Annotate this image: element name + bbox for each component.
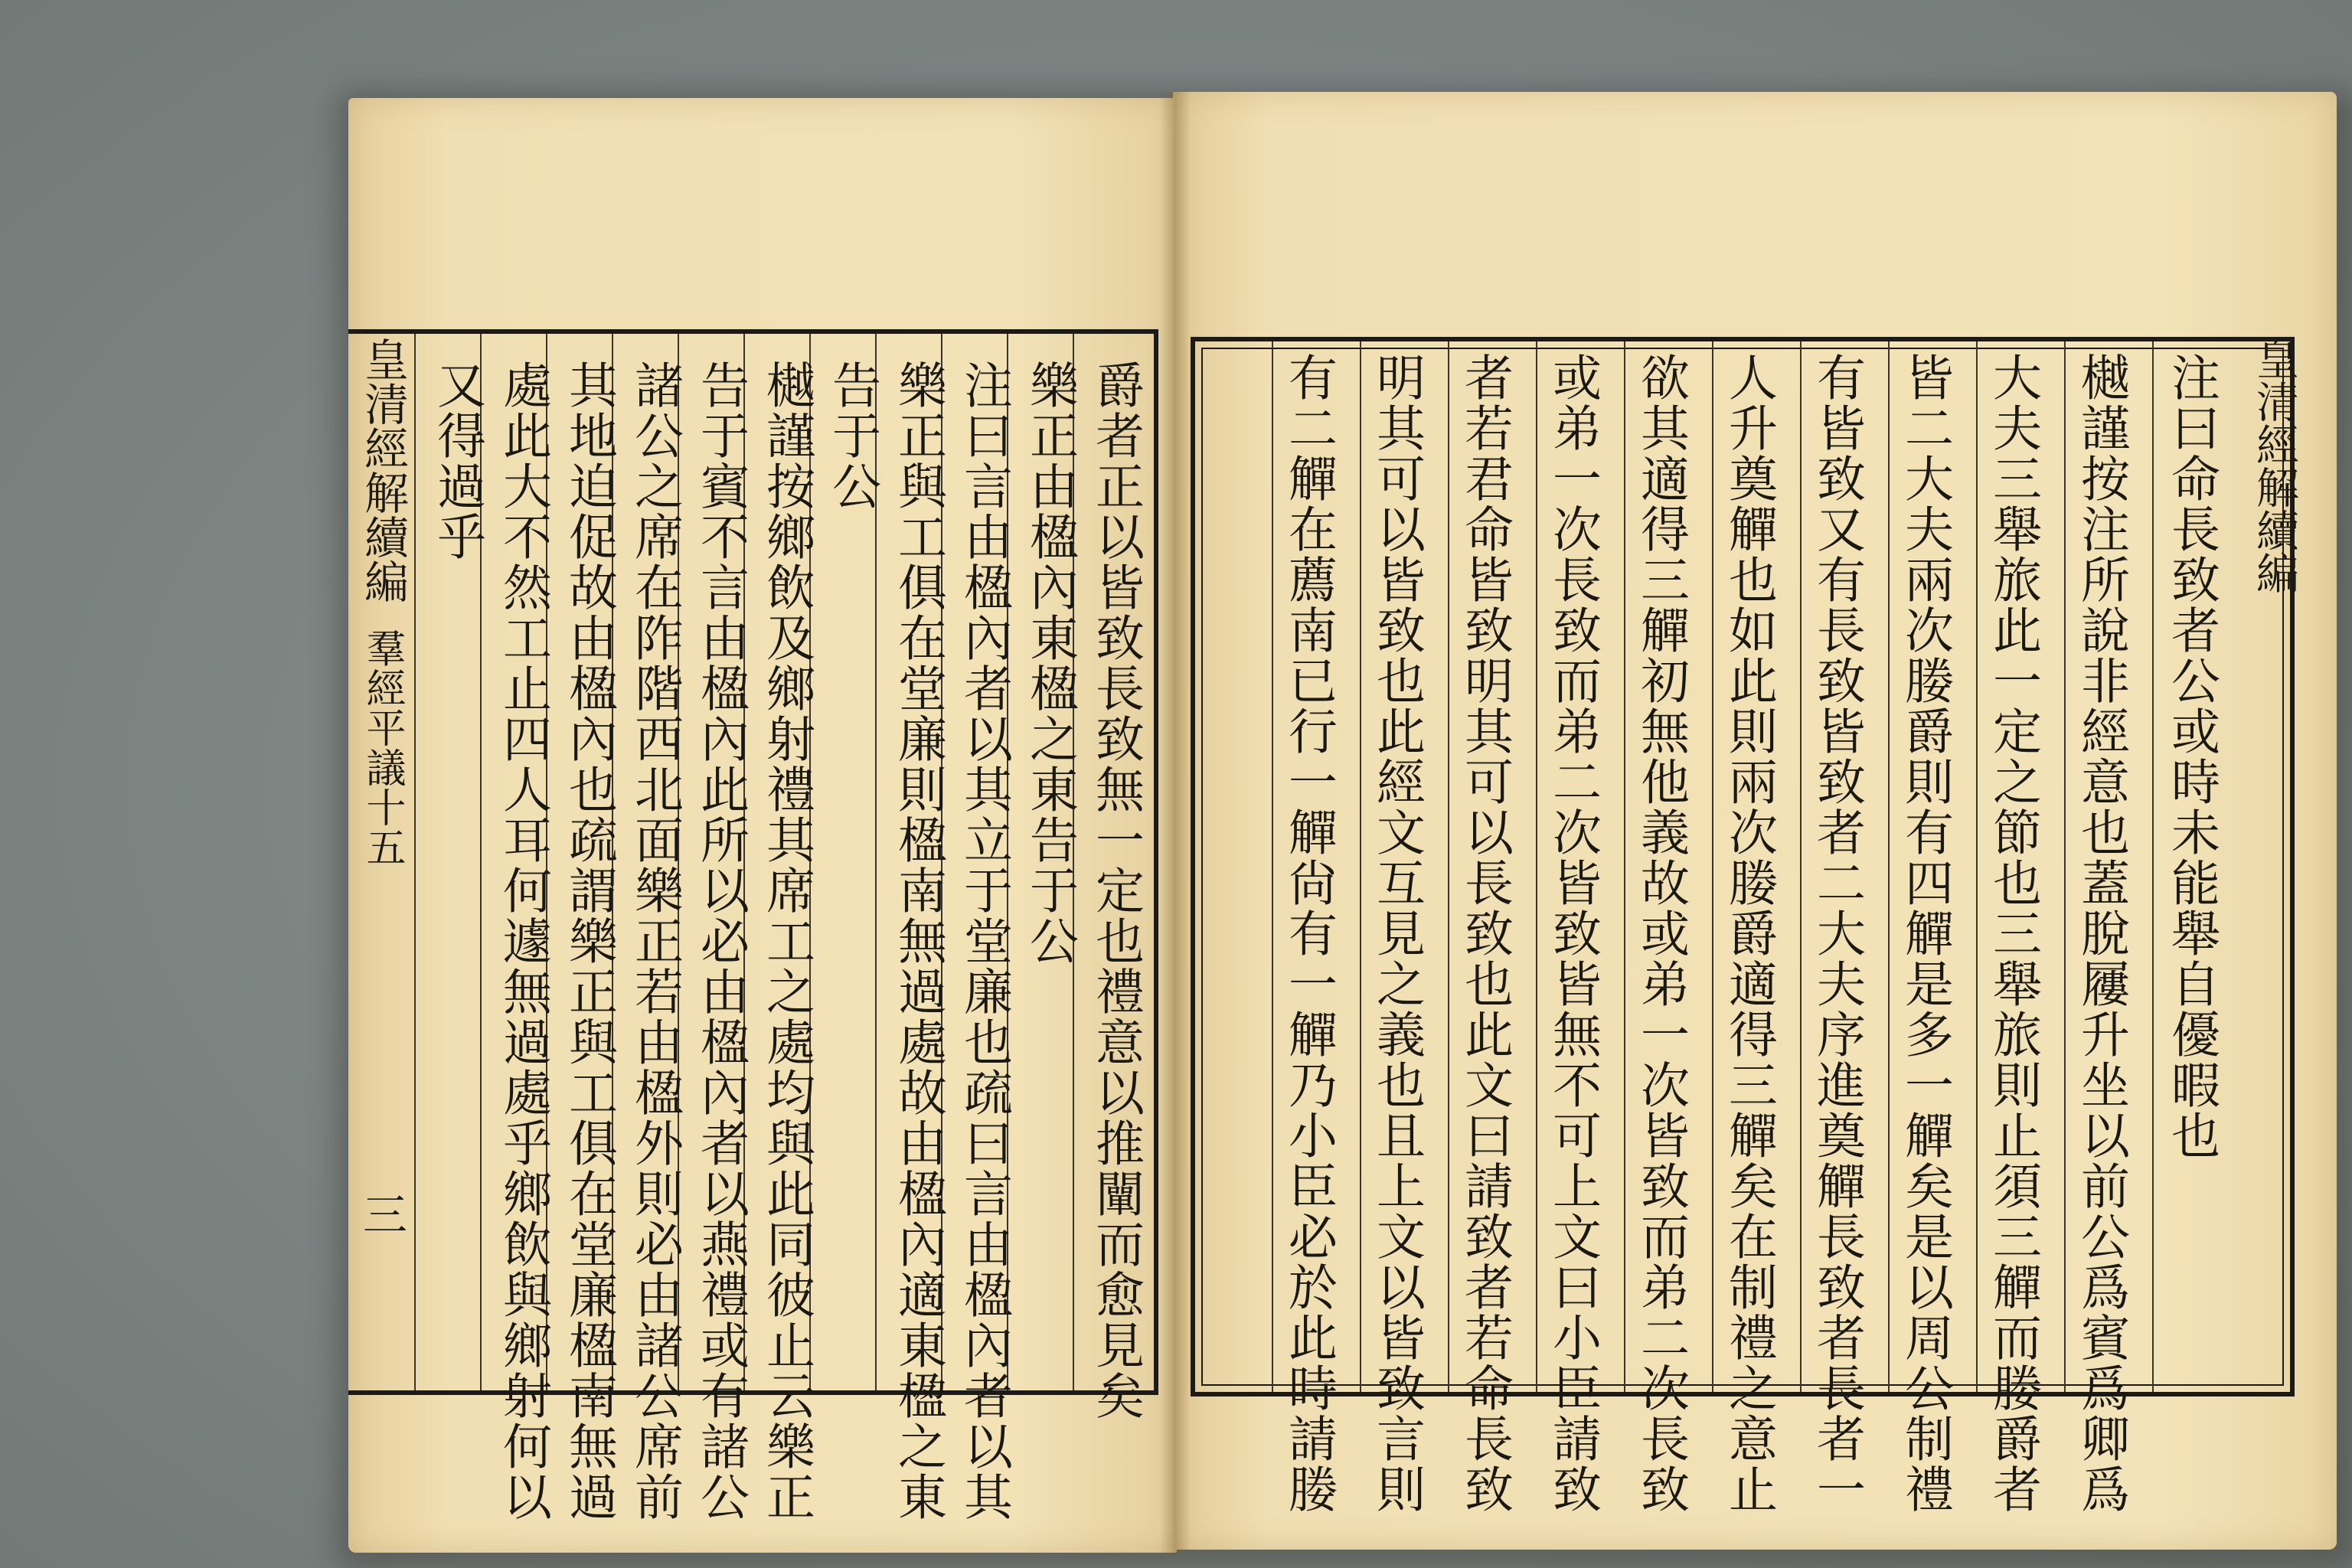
left-column-9: 其地迫促故由楹內也疏謂樂正與工俱在堂廉楹南無過 <box>560 360 617 1522</box>
left-column-2: 樂正由楹內東楹之東告于公 <box>1021 360 1078 966</box>
right-column-2: 樾謹按注所說非經意也蓋脫屨升坐以前公爲賓爲卿爲 <box>2073 352 2129 1514</box>
right-column-8: 或弟一次長致而弟二次皆致皆無不可上文曰小臣請致 <box>1544 352 1601 1514</box>
left-column-4: 樂正與工俱在堂廉則楹南無過處故由楹內適東楹之東 <box>890 360 946 1522</box>
right-margin-title: 皇清經解續編 <box>2249 337 2299 594</box>
column-rule <box>1536 341 1537 1392</box>
right-column-11: 有二觶在薦南已行一觶尙有一觶乃小臣必於此時請媵 <box>1280 352 1337 1514</box>
left-column-1: 爵者正以皆致長致無一定也禮意以推闡而愈見矣 <box>1087 360 1144 1421</box>
column-rule <box>1976 341 1978 1392</box>
right-column-1: 注曰命長致者公或時未能舉自優暇也 <box>2163 352 2220 1161</box>
left-margin-title: 皇清經解續編 <box>357 337 409 603</box>
left-column-8: 諸公之席在阼階西北面樂正若由楹外則必由諸公席前 <box>626 360 683 1522</box>
left-column-6: 樾謹按鄉飲及鄉射禮其席工之處均與此同彼止云樂正 <box>758 360 815 1522</box>
column-rule <box>2152 341 2154 1392</box>
right-column-5: 有皆致又有長致皆致者二大夫序進奠觶長致者長者一 <box>1808 352 1865 1514</box>
left-page-number: 三 <box>363 1189 408 1241</box>
left-column-11: 又得過乎 <box>429 360 485 562</box>
column-rule <box>1800 341 1802 1392</box>
column-rule <box>1624 341 1625 1392</box>
column-rule <box>1272 341 1273 1392</box>
column-rule <box>1448 341 1449 1392</box>
left-column-10: 處此大不然工止四人耳何遽無過處乎鄉飲與鄉射何以 <box>495 360 551 1522</box>
column-rule <box>2064 341 2066 1392</box>
column-rule <box>1360 341 1361 1392</box>
column-rule <box>1888 341 1890 1392</box>
left-column-3: 注曰言由楹內者以其立于堂廉也疏曰言由楹內者以其 <box>956 360 1012 1522</box>
left-section-title: 羣經平議十五 <box>359 628 405 867</box>
right-column-4: 皆二大夫兩次媵爵則有四觶是多一觶矣是以周公制禮 <box>1896 352 1953 1514</box>
book-gutter <box>1160 92 1191 1554</box>
right-column-6: 人升奠觶也如此則兩次媵爵適得三觶矣在制禮之意止 <box>1720 352 1777 1514</box>
column-rule <box>1712 341 1713 1392</box>
right-column-3: 大夫三舉旅此一定之節也三舉旅則止須三觶而媵爵者 <box>1984 352 2041 1514</box>
right-column-10: 明其可以皆致也此經文互見之義也且上文以皆致言則 <box>1368 352 1425 1514</box>
left-column-5: 告于公 <box>824 360 880 511</box>
right-column-7: 欲其適得三觶初無他義故或弟一次皆致而弟二次長致 <box>1632 352 1689 1514</box>
right-column-9: 者若君命皆致明其可以長致也此文曰請致者若命長致 <box>1456 352 1513 1514</box>
left-column-7: 告于賓不言由楹內此所以必由楹內者以燕禮或有諸公 <box>692 360 749 1522</box>
